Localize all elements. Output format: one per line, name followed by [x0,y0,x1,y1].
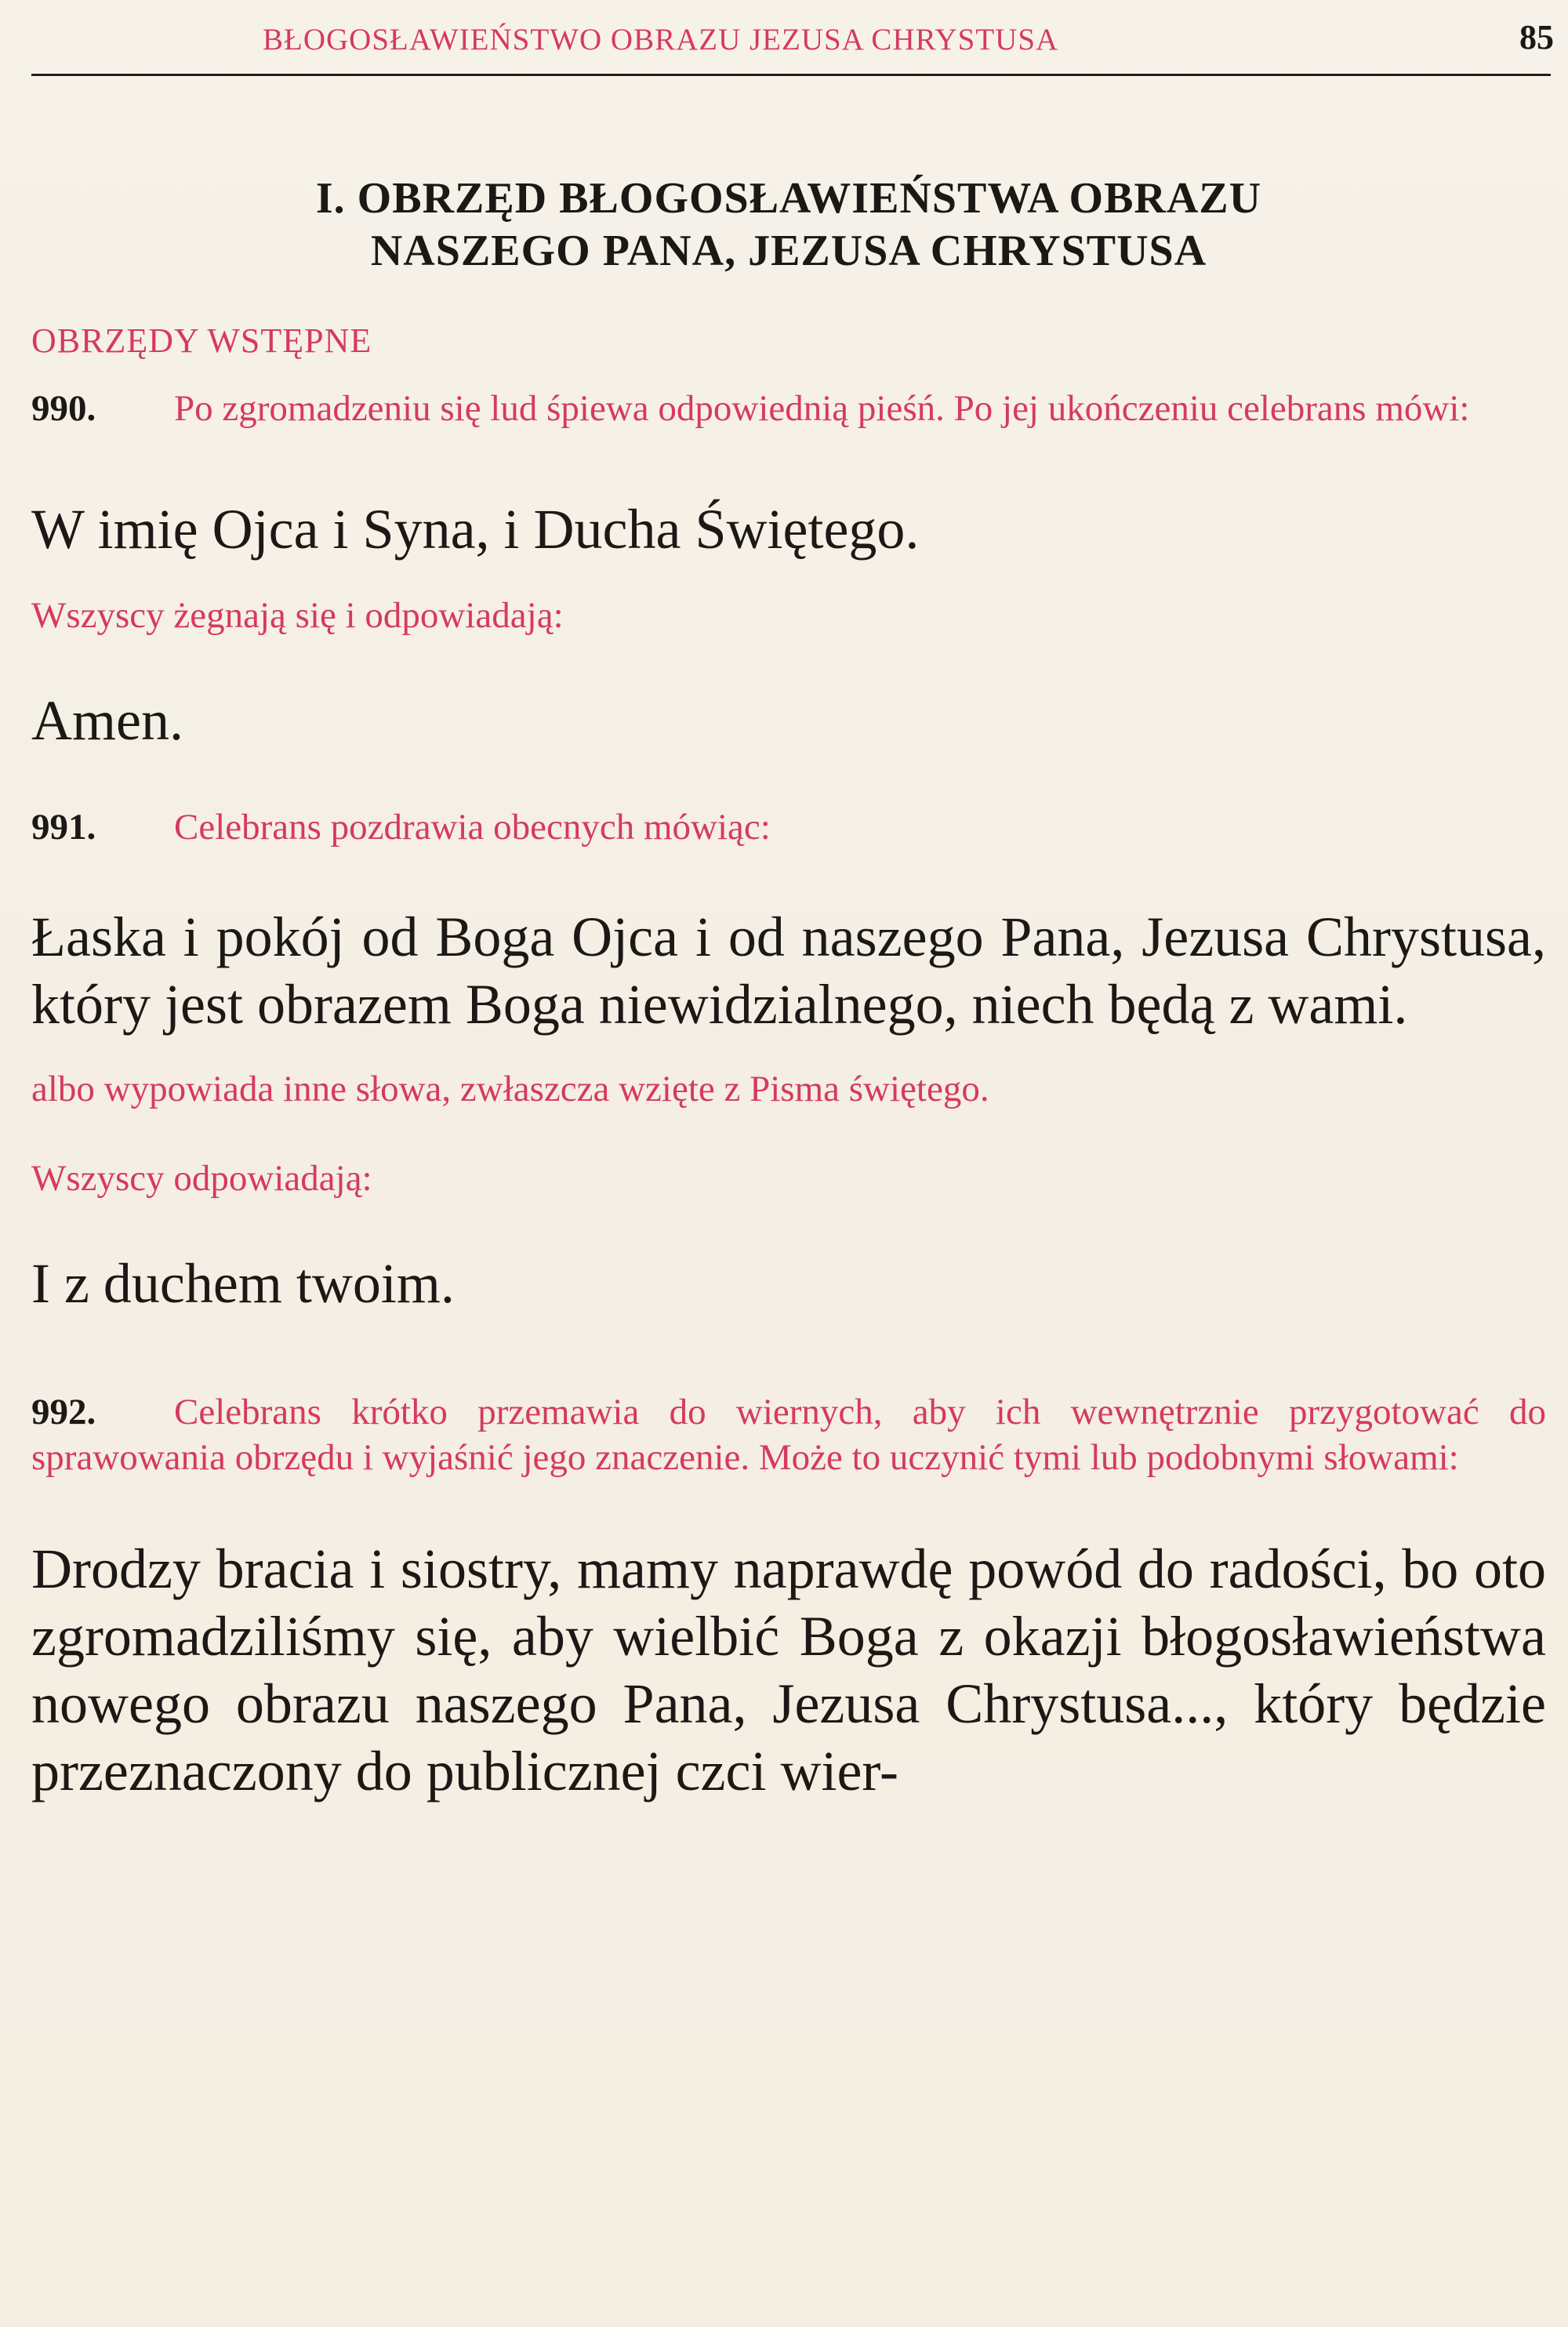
paragraph-number: 990. [31,388,96,429]
page-content [31,94,1546,1805]
paragraph-992-spoken: Drodzy bracia i siostry, mamy naprawdę powód do radości, bo oto zgromadziliśmy się, aby wielbić Boga z okazji błogosławieństwa nowego obrazu naszego Pana, Jezusa Chrystusa..., który będzie przeznaczony do publicznej czci wier- [31,1537,1546,1802]
running-title: BŁOGOSŁAWIEŃSTWO OBRAZU JEZUSA CHRYSTUSA [263,23,1059,56]
paragraph-992-instruction [31,1389,1546,1480]
paragraph-991-instruction [31,804,1546,850]
paragraph-991-spoken: Łaska i pokój od Boga Ojca i od naszego Pana, Jezusa Chrystusa, który jest obrazem Boga niewidzialnego, niech będą z wami. [31,906,1546,1036]
rubric-text: Celebrans krótko przemawia do wiernych, aby ich wewnętrznie przygotować do sprawowania obrzędu i wyjaśnić jego znaczenie. Może to uczynić tymi lub podobnymi słowami: [31,1392,1546,1478]
running-header [31,17,1568,64]
paragraph-990-spoken: W imię Ojca i Syna, i Ducha Świętego. [31,498,920,561]
section-title-line1: I. OBRZĘD BŁOGOSŁAWIEŃSTWA OBRAZU [315,174,1262,223]
paragraph-990-response: Amen. [31,689,183,752]
rubric-text: Celebrans pozdrawia obecnych mówiąc: [174,807,771,848]
page-number: 85 [1519,18,1554,56]
subheading: OBRZĘDY WSTĘPNE [31,321,372,360]
paragraph-991-response-instruction: Wszyscy odpowiadają: [31,1158,372,1199]
paragraph-number: 992. [31,1392,96,1432]
paragraph-990-instruction [31,386,1546,431]
section-title [31,172,1546,278]
section-title-line2: NASZEGO PANA, JEZUSA CHRYSTUSA [370,227,1207,275]
header-rule [31,74,1551,76]
paragraph-number: 991. [31,807,96,848]
paragraph-990-response-instruction: Wszyscy żegnają się i odpowiadają: [31,595,564,636]
paragraph-991-alt-instruction: albo wypowiada inne słowa, zwłaszcza wzięte z Pisma świętego. [31,1069,989,1109]
paragraph-991-response: I z duchem twoim. [31,1252,455,1315]
rubric-text: Po zgromadzeniu się lud śpiewa odpowiednią pieśń. Po jej ukończeniu celebrans mówi: [174,388,1470,429]
